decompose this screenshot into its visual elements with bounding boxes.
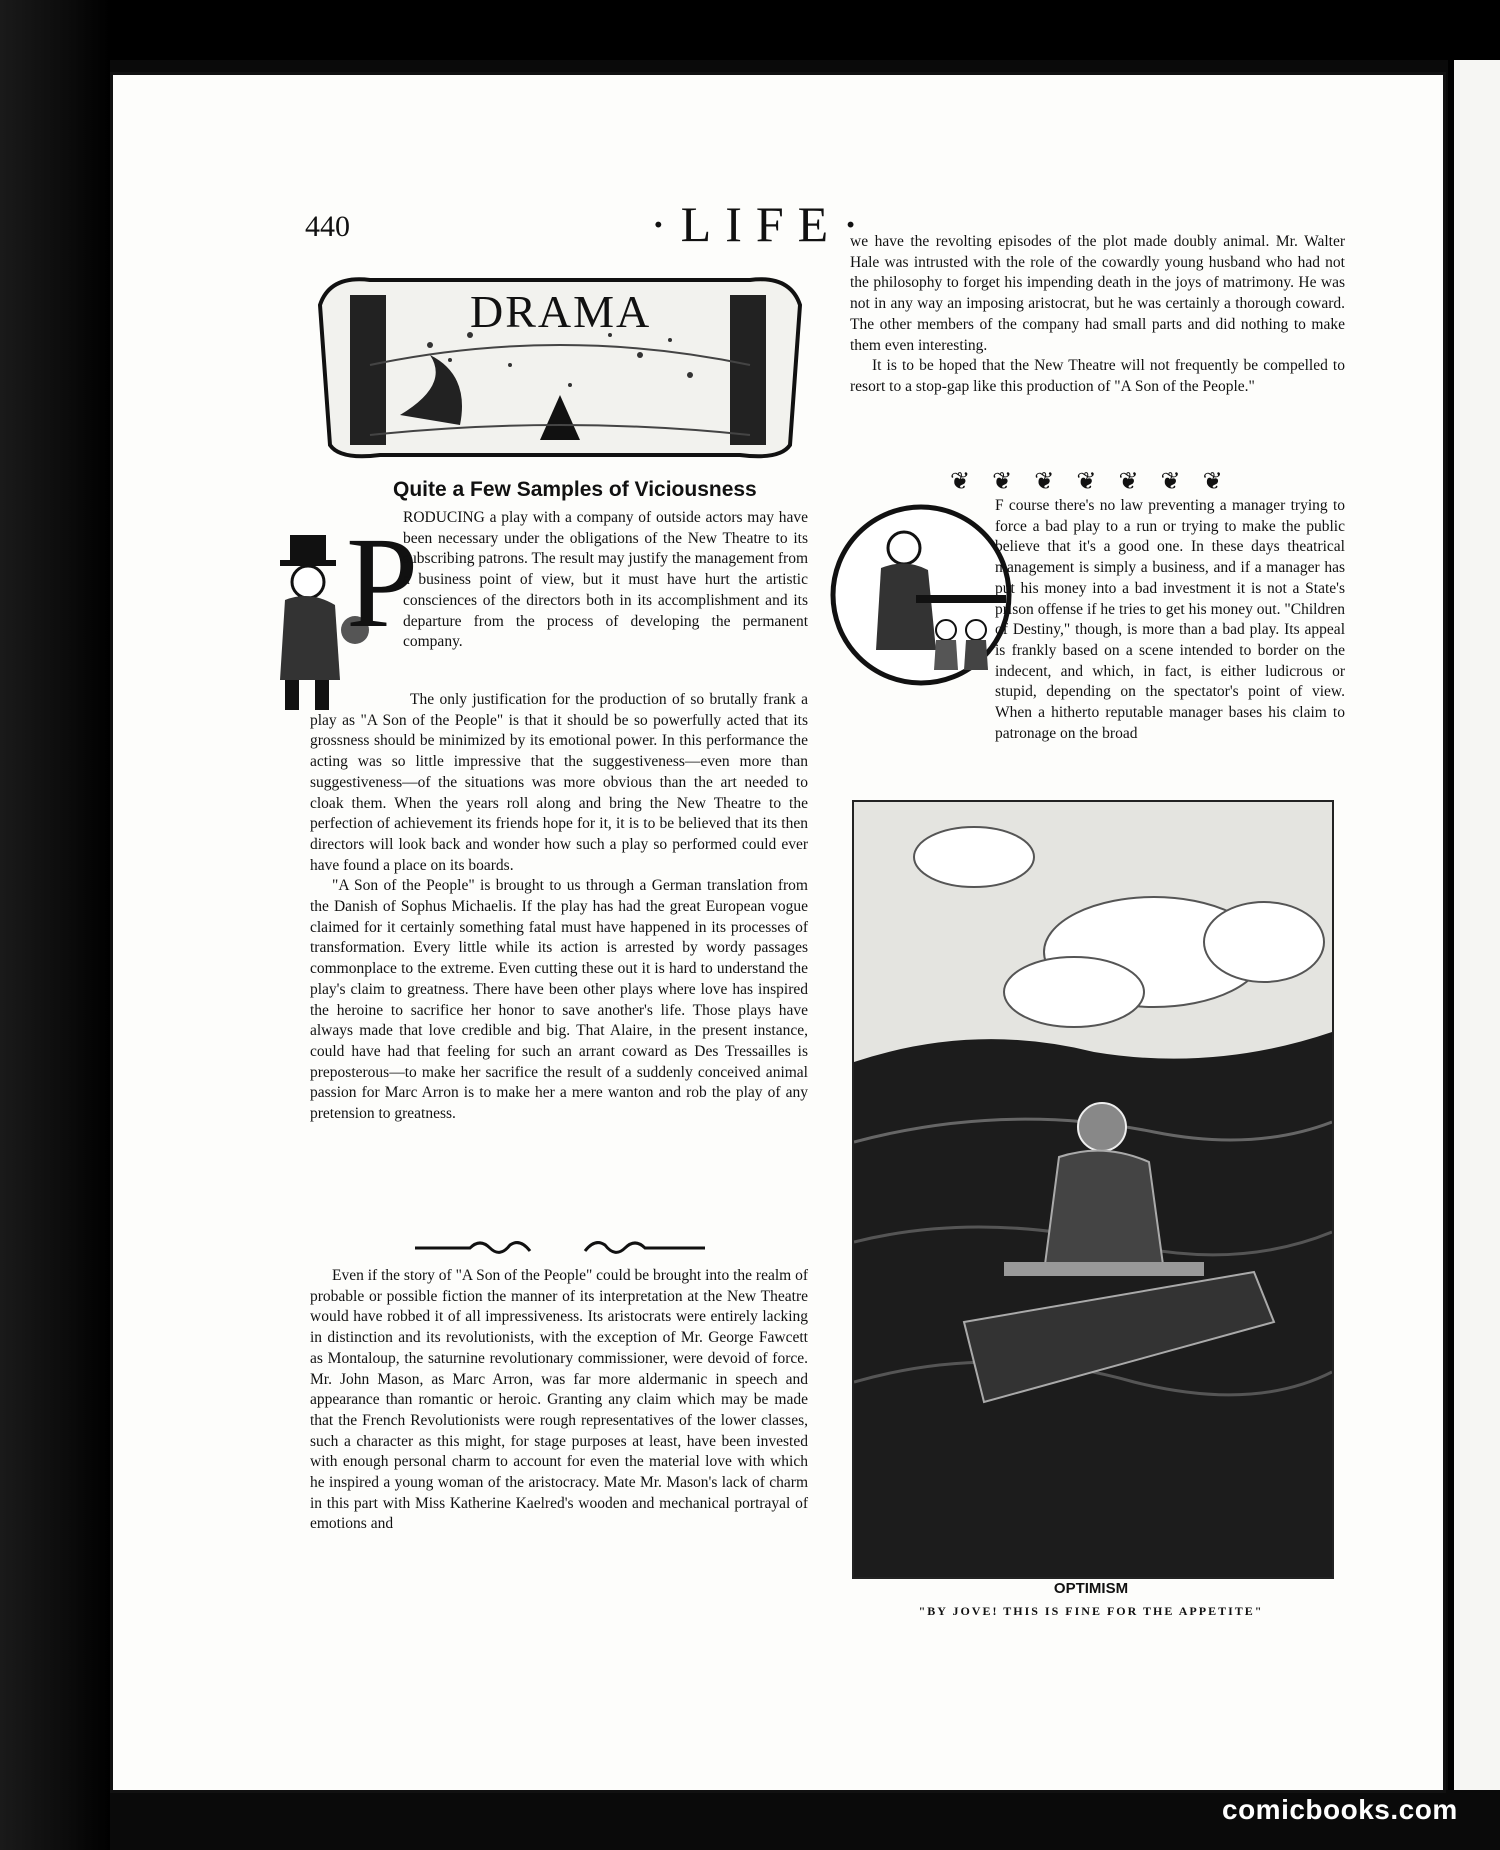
left-column-intro — [403, 508, 808, 653]
intro-paragraph: RODUCING a play with a company of outside actors may have been necessary under the obligations of the New Theatre to its subscribing patrons. The result may justify the management from a business point of view, but it must have hurt the artistic consciences of the directors both in its accomplishment and its departure from the process of developing the permanent company. — [403, 509, 808, 651]
cartoon-caption-quote: "BY JOVE! THIS IS FINE FOR THE APPETITE" — [918, 1604, 1264, 1618]
body-paragraph-3: "A Son of the People" is brought to us through a German translation from the Danish of Sophus Michaelis. If the play has had the great European vogue claimed for it certainly something fatal must have happened in its processes of transformation. Every little while its action is arrested by wordy passages commonplace to the extreme. Even cutting these out it is hard to understand the play's claim to greatness. There have been other plays where love has inspired the heroine to sacrifice her honor to save another's life. Those plays have always made that love credible and big. That Alaire, in the present instance, could have had that feeling for such an arrant coward as Des Tressailles is preposterous—to make her sacrifice the result of a suddenly conceived animal passion for Marc Arron is to make her a mere wanton and rob the play of any pretension to greatness. — [310, 877, 808, 1123]
body-paragraph-4: Even if the story of "A Son of the People" could be brought into the realm of probable or possible fiction the manner of its interpretation at the New Theatre would have robbed it of all impressiveness. Its aristocrats were entirely lacking in distinction and its revolutionists, with the exception of Mr. George Fawcett as Montaloup, the saturnine revolutionary commissioner, were devoid of force. Mr. John Mason, as Marc Arron, was far more aldermanic in speech and appearance than romantic or heroic. Granting any claim which may be made that the French Revolutionists were rough representatives of the lower classes, such a character as this might, for stage purposes at least, have been invested with enough personal charm to account for even the material love with which he inspired a young woman of the aristocracy. Mate Mr. Mason's lack of charm in this part with Miss Katherine Kaelred's wooden and mechanical portrayal of emotions and — [310, 1267, 808, 1533]
article-headline: Quite a Few Samples of Viciousness — [393, 478, 757, 501]
left-column-body — [310, 690, 808, 1125]
policeman-children-illustration — [826, 500, 1016, 690]
cartoon-caption-title: OPTIMISM — [1053, 1580, 1129, 1597]
right-paragraph-2: It is to be hoped that the New Theatre will not frequently be compelled to resort to a stop-gap like this production of "A Son of the People." — [850, 357, 1345, 395]
scan-border-left — [0, 0, 110, 1850]
page-number: 440 — [305, 210, 350, 243]
drop-cap-letter: P — [346, 511, 419, 655]
adjacent-page-edge — [1448, 60, 1500, 1790]
section-divider-flourish — [410, 1233, 710, 1263]
dingbat-row: ❦ ❦ ❦ ❦ ❦ ❦ ❦ — [950, 469, 1231, 495]
right-column-wrap — [995, 496, 1345, 744]
right-paragraph-3: F course there's no law preventing a manager trying to force a bad play to a run or trying to make the public believe that it's a good one. In these days theatrical management is simply a business, and if a manager has put his money into a bad investment it is not a State's prison offense if he tries to get his money out. "Children of Destiny," though, is more than a bad play. Its appeal is frankly based on a scene intended to border on the indecent, and which, in fact, is either ludicrous or stupid, depending on the spectator's point of view. When a hitherto reputable manager bases his claim to patronage on the broad — [995, 497, 1345, 742]
masthead-title: ·LIFE· — [650, 196, 873, 252]
body-paragraph-2: The only justification for the production of so brutally frank a play as "A Son of the People" is that it should be so powerfully acted that its grossness should be minimized by its emotional power. In this performance the acting was so little impressive that the suggestiveness—even more than suggestiveness—of the situations was more obvious than the art needed to cloak them. When the years roll along and bring the New Theatre to the perfection of achievement its friends hope for it, it is to be believed that its then directors will look back and wonder how such a play so performed could ever have found a place on its boards. — [310, 691, 808, 874]
drama-banner-label: DRAMA — [470, 286, 652, 337]
right-paragraph-1: we have the revolting episodes of the plot made doubly animal. Mr. Walter Hale was intrusted with the role of the cowardly young husband who had not the philosophy to forget his impending death in the joys of matrimony. He was not in any way an imposing aristocrat, but he was certainly a thorough coward. The other members of the company had small parts and did nothing to make them even interesting. — [850, 233, 1345, 354]
right-column-top — [850, 232, 1345, 398]
watermark-text: comicbooks.com — [1222, 1794, 1458, 1825]
left-column-lower — [310, 1266, 808, 1535]
scan-border-top — [0, 0, 1500, 60]
optimism-cartoon-illustration — [852, 800, 1334, 1579]
